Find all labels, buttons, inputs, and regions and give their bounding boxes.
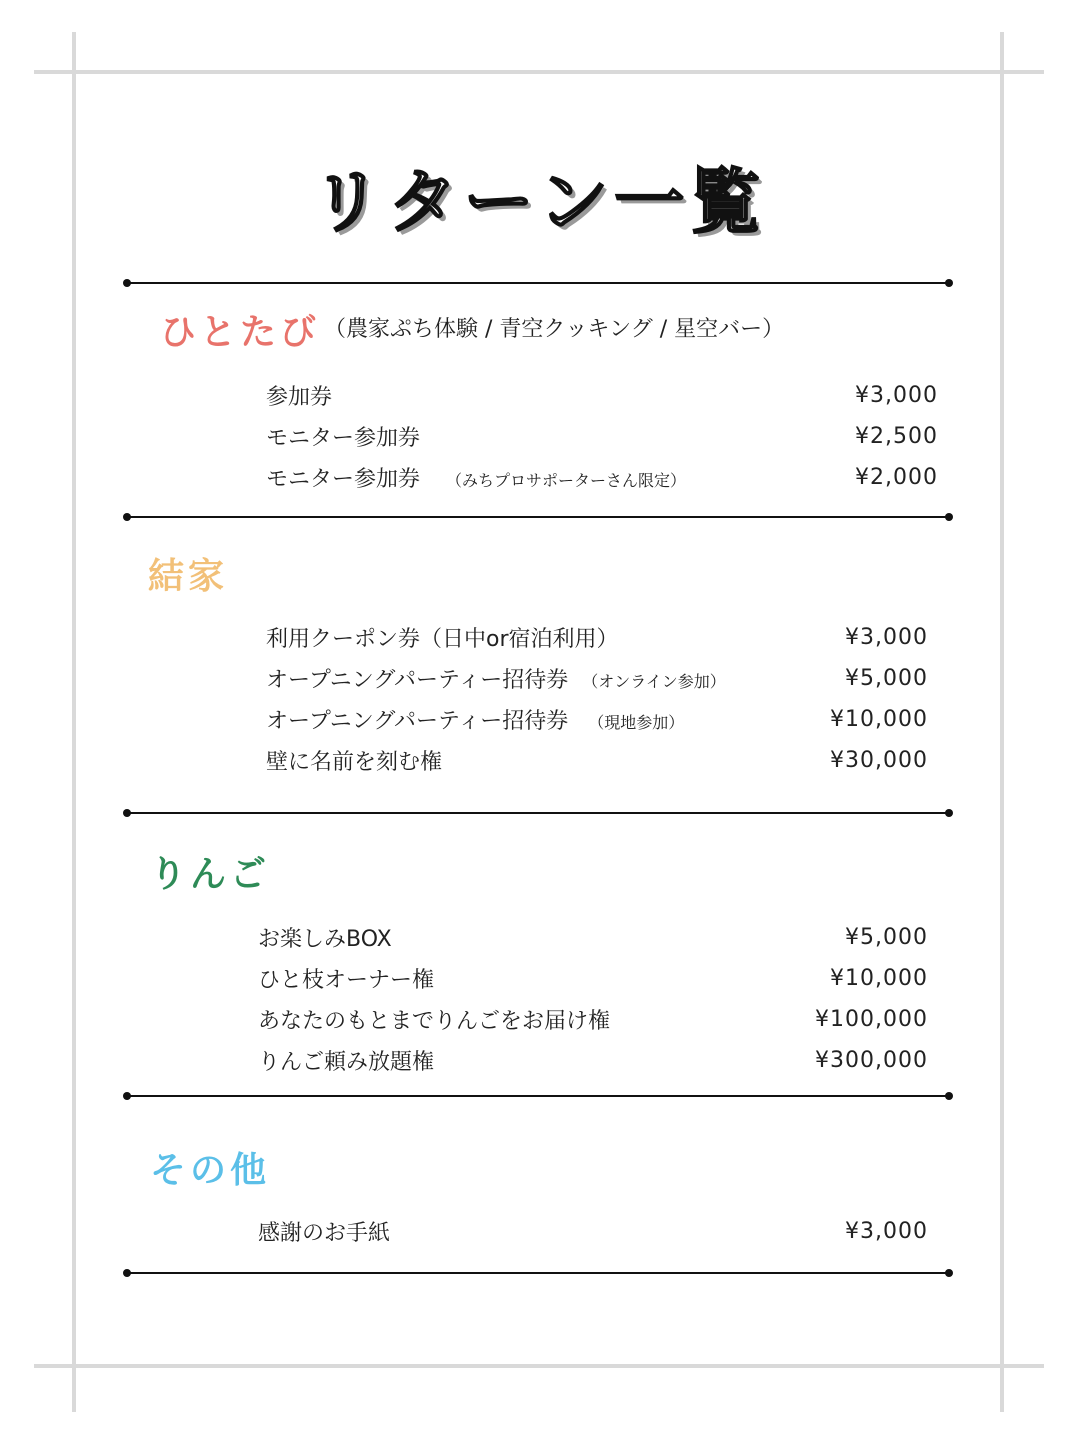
item-price: ¥3,000 xyxy=(845,624,928,650)
item-label: ひと枝オーナー権 xyxy=(258,967,435,993)
item-price: ¥300,000 xyxy=(815,1047,928,1073)
item-label: 参加券 xyxy=(266,384,333,410)
item-label: 壁に名前を刻む権 xyxy=(266,749,443,775)
section-subtitle-hitotabi: （農家ぷち体験 / 青空クッキング / 星空バー） xyxy=(324,317,785,342)
item-price: ¥5,000 xyxy=(845,665,928,691)
item-note: （みちプロサポーターさん限定） xyxy=(446,470,687,490)
item-note: （現地参加） xyxy=(588,712,685,732)
item-price: ¥3,000 xyxy=(845,1218,928,1244)
item-note: （オンライン参加） xyxy=(582,671,726,691)
item-price: ¥2,000 xyxy=(855,464,938,490)
item-label: りんご頼み放題権 xyxy=(258,1049,435,1075)
list-item xyxy=(266,620,928,654)
item-label: 利用クーポン券（日中or宿泊利用） xyxy=(266,626,619,652)
list-item xyxy=(258,961,928,995)
item-label: お楽しみBOX xyxy=(258,926,392,952)
list-item xyxy=(258,1002,928,1036)
list-item xyxy=(266,378,938,412)
item-price: ¥30,000 xyxy=(830,747,928,773)
list-item xyxy=(266,419,938,453)
item-label: モニター参加券 xyxy=(266,425,421,451)
divider xyxy=(127,812,949,814)
frame-top-line xyxy=(34,70,1044,74)
list-item xyxy=(258,1043,928,1077)
list-item xyxy=(258,1214,928,1248)
item-label: オープニングパーティー招待券 （オンライン参加） xyxy=(266,667,726,693)
item-price: ¥2,500 xyxy=(855,423,938,449)
item-price: ¥10,000 xyxy=(830,706,928,732)
divider xyxy=(127,1272,949,1274)
section-title-hitotabi: ひとたび xyxy=(160,312,321,353)
item-label: モニター参加券 （みちプロサポーターさん限定） xyxy=(266,466,687,492)
list-item xyxy=(266,661,928,695)
item-label: あなたのもとまでりんごをお届け権 xyxy=(258,1008,611,1034)
section-title-others: その他 xyxy=(150,1150,271,1191)
item-price: ¥5,000 xyxy=(845,924,928,950)
item-price: ¥3,000 xyxy=(855,382,938,408)
page-title: リターン一覧 xyxy=(311,161,767,243)
item-label: オープニングパーティー招待券 （現地参加） xyxy=(266,708,685,734)
list-item xyxy=(258,920,928,954)
item-price: ¥10,000 xyxy=(830,965,928,991)
divider xyxy=(127,1095,949,1097)
list-item xyxy=(266,702,928,736)
divider xyxy=(127,516,949,518)
frame-bottom-line xyxy=(34,1364,1044,1368)
list-item xyxy=(266,460,938,494)
item-label: 感謝のお手紙 xyxy=(258,1220,391,1246)
list-item xyxy=(266,743,928,777)
divider xyxy=(127,282,949,284)
item-price: ¥100,000 xyxy=(815,1006,928,1032)
section-title-ringo: りんご xyxy=(150,854,271,895)
section-title-yuika: 結家 xyxy=(148,556,229,597)
